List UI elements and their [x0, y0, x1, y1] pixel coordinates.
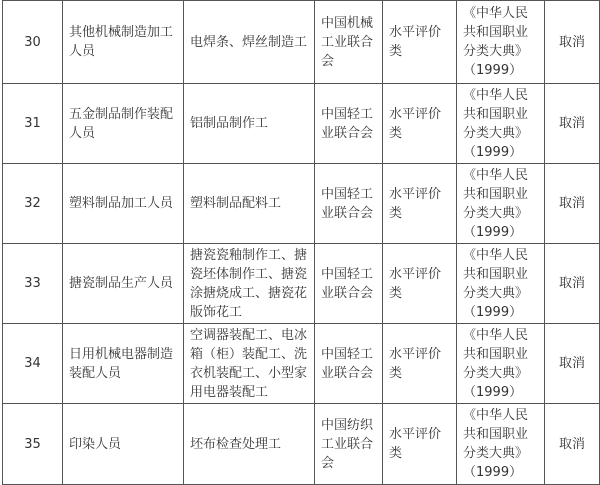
table-row	[3, 164, 600, 244]
action-cell: 取消	[545, 404, 600, 485]
work-type-cell: 电焊条、焊丝制造工	[184, 1, 315, 84]
action-cell: 取消	[545, 244, 600, 324]
evaluation-type-cell: 水平评价类	[383, 324, 457, 404]
work-type-cell: 坯布检查处理工	[184, 404, 315, 485]
qualification-table	[2, 0, 600, 485]
organization-cell: 中国机械工业联合会	[315, 1, 383, 84]
source-cell: 《中华人民共和国职业分类大典》（1999）	[457, 84, 545, 164]
action-cell: 取消	[545, 84, 600, 164]
table-row	[3, 1, 600, 84]
occupation-category-cell: 搪瓷制品生产人员	[63, 244, 184, 324]
table-row	[3, 404, 600, 485]
source-cell: 《中华人民共和国职业分类大典》（1999）	[457, 404, 545, 485]
source-cell: 《中华人民共和国职业分类大典》（1999）	[457, 244, 545, 324]
source-cell: 《中华人民共和国职业分类大典》（1999）	[457, 324, 545, 404]
work-type-cell: 塑料制品配料工	[184, 164, 315, 244]
source-cell: 《中华人民共和国职业分类大典》（1999）	[457, 164, 545, 244]
occupation-category-cell: 其他机械制造加工人员	[63, 1, 184, 84]
evaluation-type-cell: 水平评价类	[383, 1, 457, 84]
table-row	[3, 84, 600, 164]
organization-cell: 中国轻工业联合会	[315, 164, 383, 244]
row-number-cell: 32	[3, 164, 63, 244]
evaluation-type-cell: 水平评价类	[383, 164, 457, 244]
row-number-cell: 34	[3, 324, 63, 404]
action-cell: 取消	[545, 1, 600, 84]
organization-cell: 中国纺织工业联合会	[315, 404, 383, 485]
action-cell: 取消	[545, 164, 600, 244]
organization-cell: 中国轻工业联合会	[315, 84, 383, 164]
work-type-cell: 铝制品制作工	[184, 84, 315, 164]
row-number-cell: 35	[3, 404, 63, 485]
occupation-category-cell: 印染人员	[63, 404, 184, 485]
work-type-cell: 搪瓷瓷釉制作工、搪瓷坯体制作工、搪瓷涂搪烧成工、搪瓷花版饰花工	[184, 244, 315, 324]
table-row	[3, 324, 600, 404]
action-cell: 取消	[545, 324, 600, 404]
evaluation-type-cell: 水平评价类	[383, 404, 457, 485]
work-type-cell: 空调器装配工、电冰箱（柜）装配工、洗衣机装配工、小型家用电器装配工	[184, 324, 315, 404]
evaluation-type-cell: 水平评价类	[383, 244, 457, 324]
source-cell: 《中华人民共和国职业分类大典》（1999）	[457, 1, 545, 84]
evaluation-type-cell: 水平评价类	[383, 84, 457, 164]
table-row	[3, 244, 600, 324]
organization-cell: 中国轻工业联合会	[315, 244, 383, 324]
occupation-category-cell: 塑料制品加工人员	[63, 164, 184, 244]
occupation-category-cell: 五金制品制作装配人员	[63, 84, 184, 164]
row-number-cell: 33	[3, 244, 63, 324]
row-number-cell: 30	[3, 1, 63, 84]
row-number-cell: 31	[3, 84, 63, 164]
organization-cell: 中国轻工业联合会	[315, 324, 383, 404]
occupation-category-cell: 日用机械电器制造装配人员	[63, 324, 184, 404]
